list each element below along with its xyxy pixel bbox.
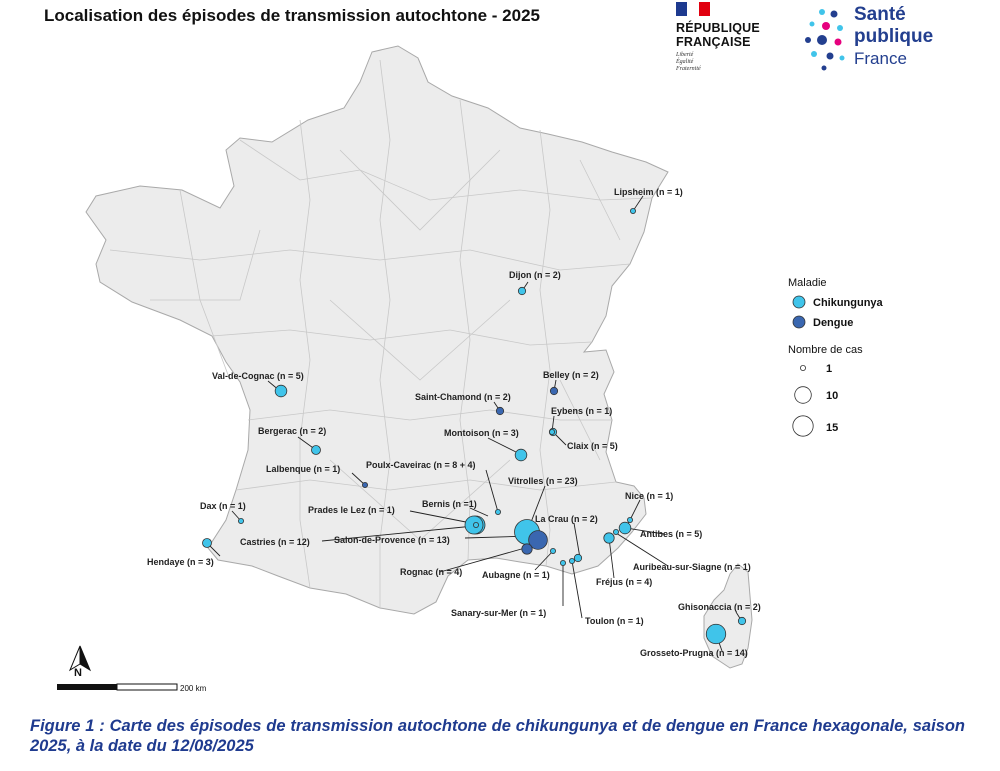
label-claix: Claix (n = 5) <box>567 441 618 451</box>
scale-label: 200 km <box>180 684 207 693</box>
spf-line-1: Santé <box>854 4 906 25</box>
episode-marker-dijon <box>518 287 525 294</box>
label-val-de-cognac: Val-de-Cognac (n = 5) <box>212 371 304 381</box>
episode-marker-hendaye <box>202 538 211 547</box>
label-montoison: Montoison (n = 3) <box>444 428 519 438</box>
legend-size-15-circle <box>793 416 813 436</box>
legend-size-10-circle <box>795 387 812 404</box>
episode-marker-prades-le-lez <box>473 522 478 527</box>
label-la-crau: La Crau (n = 2) <box>535 514 598 524</box>
legend-size-1-label: 1 <box>826 363 833 375</box>
label-prades-le-lez: Prades le Lez (n = 1) <box>308 505 395 515</box>
north-label: N <box>74 667 82 679</box>
label-antibes: Antibes (n = 5) <box>640 529 703 539</box>
label-auribeau-sur-siagne: Auribeau-sur-Siagne (n = 1) <box>633 562 751 572</box>
legend <box>788 277 884 436</box>
north-arrow-icon <box>70 646 90 679</box>
label-grosseto-prugna: Grosseto-Prugna (n = 14) <box>640 648 748 658</box>
label-castries: Castries (n = 12) <box>240 537 310 547</box>
france-mainland-shape <box>86 46 668 614</box>
episode-marker-val-de-cognac <box>275 385 287 397</box>
episode-marker-ghisonaccia <box>738 617 745 624</box>
label-ghisonaccia: Ghisonaccia (n = 2) <box>678 602 761 612</box>
label-belley: Belley (n = 2) <box>543 370 599 380</box>
legend-size-title: Nombre de cas <box>788 344 863 356</box>
episode-marker-bernis <box>495 509 500 514</box>
episode-marker-nice <box>627 517 632 522</box>
rf-motto-3: Fraternité <box>676 66 701 72</box>
label-rognac: Rognac (n = 4) <box>400 567 463 577</box>
label-lipsheim: Lipsheim (n = 1) <box>614 187 683 197</box>
episode-marker-auribeau-sur-siagne <box>613 529 618 534</box>
spf-line-2: publique <box>854 26 934 47</box>
episode-marker-sanary-sur-mer <box>560 560 565 565</box>
label-sanary-sur-mer: Sanary-sur-Mer (n = 1) <box>451 608 547 618</box>
episode-marker-dax <box>238 518 243 523</box>
label-poulx-caveirac: Poulx-Caveirac (n = 8 + 4) <box>366 460 476 470</box>
label-hendaye: Hendaye (n = 3) <box>147 557 214 567</box>
label-aubagne: Aubagne (n = 1) <box>482 570 550 580</box>
legend-maladie-title: Maladie <box>788 277 827 289</box>
label-bernis: Bernis (n =1) <box>422 499 477 509</box>
label-nice: Nice (n = 1) <box>625 491 674 501</box>
episode-marker-lalbenque <box>362 482 367 487</box>
rf-line-1: RÉPUBLIQUE <box>676 21 760 35</box>
episode-marker-saint-chamond <box>496 407 503 414</box>
scale-bar <box>57 684 207 693</box>
figure-caption: Figure 1 : Carte des épisodes de transmission autochtone de chikungunya et de dengue en France hexagonale, saison 2025, à la date du 12/08/2025 <box>30 717 965 755</box>
label-saint-chamond: Saint-Chamond (n = 2) <box>415 392 511 402</box>
legend-size-1-circle <box>800 365 805 370</box>
label-bergerac: Bergerac (n = 2) <box>258 426 327 436</box>
legend-dengue-swatch <box>793 316 805 328</box>
label-dijon: Dijon (n = 2) <box>509 270 561 280</box>
legend-chikungunya-swatch <box>793 296 805 308</box>
spf-line-3: France <box>854 49 907 68</box>
episode-marker-toulon <box>569 558 574 563</box>
episode-marker-aubagne <box>550 548 555 553</box>
label-eybens: Eybens (n = 1) <box>551 406 613 416</box>
label-dax: Dax (n = 1) <box>200 501 246 511</box>
legend-size-10-label: 10 <box>826 390 839 402</box>
episode-marker-fr-jus <box>604 533 614 543</box>
episode-marker-grosseto-prugna <box>706 624 725 643</box>
legend-chikungunya-label: Chikungunya <box>813 297 883 309</box>
label-lalbenque: Lalbenque (n = 1) <box>266 464 341 474</box>
episode-marker-lipsheim <box>630 208 635 213</box>
map-title: Localisation des épisodes de transmission autochtone - 2025 <box>44 6 540 25</box>
label-salon-de-provence: Salon-de-Provence (n = 13) <box>334 535 450 545</box>
rf-line-2: FRANÇAISE <box>676 35 751 49</box>
episode-marker-belley <box>550 387 557 394</box>
episode-marker-rognac <box>522 544 532 554</box>
rf-motto-2: Égalité <box>676 59 694 65</box>
label-vitrolles: Vitrolles (n = 23) <box>508 476 578 486</box>
episode-marker-claix <box>515 449 527 461</box>
rf-motto-1: Liberté <box>676 52 694 58</box>
episode-marker-antibes <box>619 522 631 534</box>
episode-marker-eybens <box>549 429 554 434</box>
legend-dengue-label: Dengue <box>813 317 854 329</box>
label-toulon: Toulon (n = 1) <box>585 616 644 626</box>
episode-marker-montoison <box>311 445 320 454</box>
episode-marker-la-crau <box>574 554 581 561</box>
legend-size-15-label: 15 <box>826 422 839 434</box>
label-frejus: Fréjus (n = 4) <box>596 577 653 587</box>
